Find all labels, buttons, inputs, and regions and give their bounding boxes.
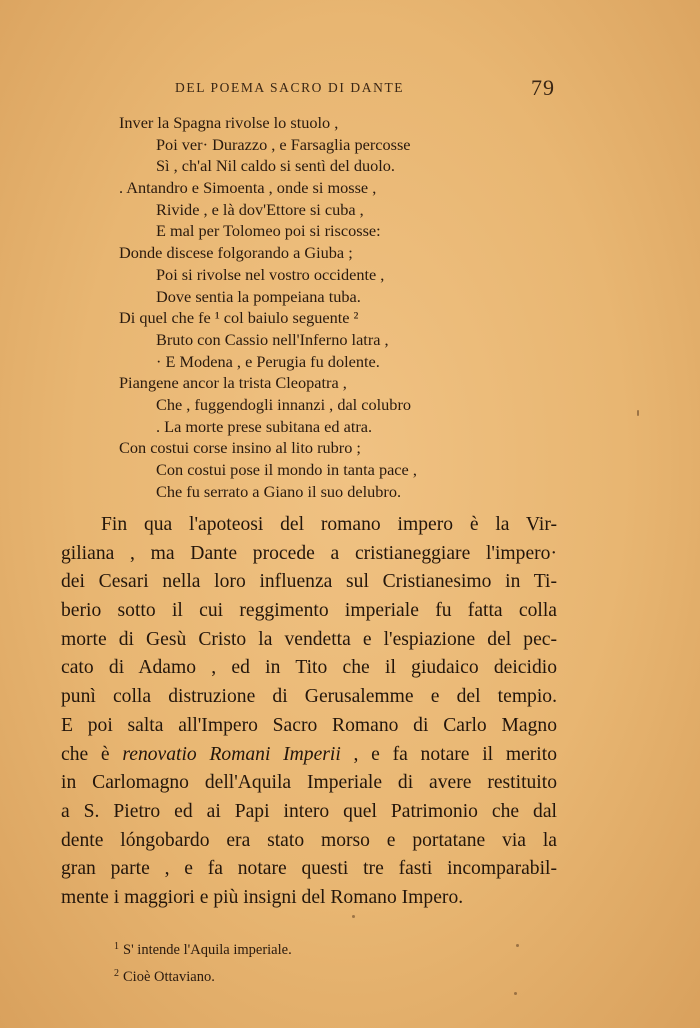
footnote-text: S' intende l'Aquila imperiale. [123, 942, 292, 958]
verse-line: Con costui corse insino al lito rubro ; [119, 438, 361, 458]
latin-phrase: renovatio Romani Imperii [122, 743, 341, 765]
verse-line: E mal per Tolomeo poi si riscosse: [156, 221, 381, 241]
paper-speck [514, 992, 517, 995]
verse-line: . La morte prese subitana ed atra. [156, 416, 373, 436]
verse-line: Che , fuggendogli innanzi , dal colubro [156, 394, 412, 414]
verse-line: Bruto con Cassio nell'Inferno latra , [156, 329, 389, 349]
page-header [0, 75, 700, 102]
footnote-text: Cioè Ottaviano. [123, 969, 215, 985]
prose-line: dente lóngobardo era stato morso e portatane via la [61, 829, 557, 851]
footnote [114, 962, 534, 989]
footnote-mark: 1 [114, 941, 119, 952]
prose-line: cato di Adamo , ed in Tito che il giudaico deicidio [61, 657, 557, 679]
prose-line: gran parte , e fa notare questi tre fasti incomparabil- [61, 858, 557, 880]
footnote [114, 935, 534, 962]
verse-line: Poi ver· Durazzo , e Farsaglia percosse [156, 134, 411, 154]
page-number: 79 [531, 75, 555, 100]
prose-line: mente i maggiori e più insigni del Romano Impero. [61, 886, 464, 908]
verse-line: Donde discese folgorando a Giuba ; [119, 243, 353, 263]
verse-line: Inver la Spagna rivolse lo stuolo , [119, 113, 339, 132]
paper-speck [637, 410, 639, 416]
prose-line: morte di Gesù Cristo la vendetta e l'espiazione del pec- [61, 628, 557, 650]
prose-line: Fin qua l'apoteosi del romano impero è la Vir- [101, 514, 557, 535]
verse-line: Rivide , e là dov'Ettore si cuba , [156, 199, 364, 219]
verse-line: Che fu serrato a Giano il suo delubro. [156, 481, 402, 501]
prose-text: , e fa notare il merito [340, 743, 557, 765]
verse-line: Poi si rivolse nel vostro occidente , [156, 264, 385, 284]
footnote-mark: 2 [114, 968, 119, 979]
verse-line: Di quel che fe ¹ col baiulo seguente ² [119, 308, 359, 328]
prose-line-with-italic [61, 741, 557, 770]
prose-line: E poi salta all'Impero Sacro Romano di Carlo Magno [61, 714, 557, 736]
verse-line: Piangene ancor la trista Cleopatra , [119, 373, 347, 393]
prose-line: punì colla distruzione di Gerusalemme e del tempio. [61, 686, 557, 708]
paper-speck [352, 915, 355, 918]
running-head: DEL POEMA SACRO DI DANTE [175, 80, 405, 95]
paper-speck [516, 944, 519, 947]
verse-line: Con costui pose il mondo in tanta pace , [156, 460, 417, 479]
verse-block [119, 112, 559, 502]
verse-line: . Antandro e Simoenta , onde si mosse , [119, 178, 377, 198]
verse-line: Dove sentia la pompeiana tuba. [156, 286, 361, 306]
prose-line: giliana , ma Dante procede a cristianeggiare l'impero· [61, 542, 557, 564]
prose-line: dei Cesari nella loro influenza sul Cristianesimo in Ti- [61, 571, 557, 593]
verse-line: Sì , ch'al Nil caldo si sentì del duolo. [156, 156, 395, 176]
prose-line: berio sotto il cui reggimento imperiale fu fatta colla [61, 600, 557, 622]
prose-line: in Carlomagno dell'Aquila Imperiale di avere restituito [61, 772, 557, 794]
footnotes [114, 935, 534, 989]
verse-line: · E Modena , e Perugia fu dolente. [156, 351, 380, 371]
prose-line: a S. Pietro ed ai Papi intero quel Patrimonio che dal [61, 800, 557, 822]
prose-text: che è [61, 743, 123, 765]
prose-paragraph [61, 511, 557, 913]
